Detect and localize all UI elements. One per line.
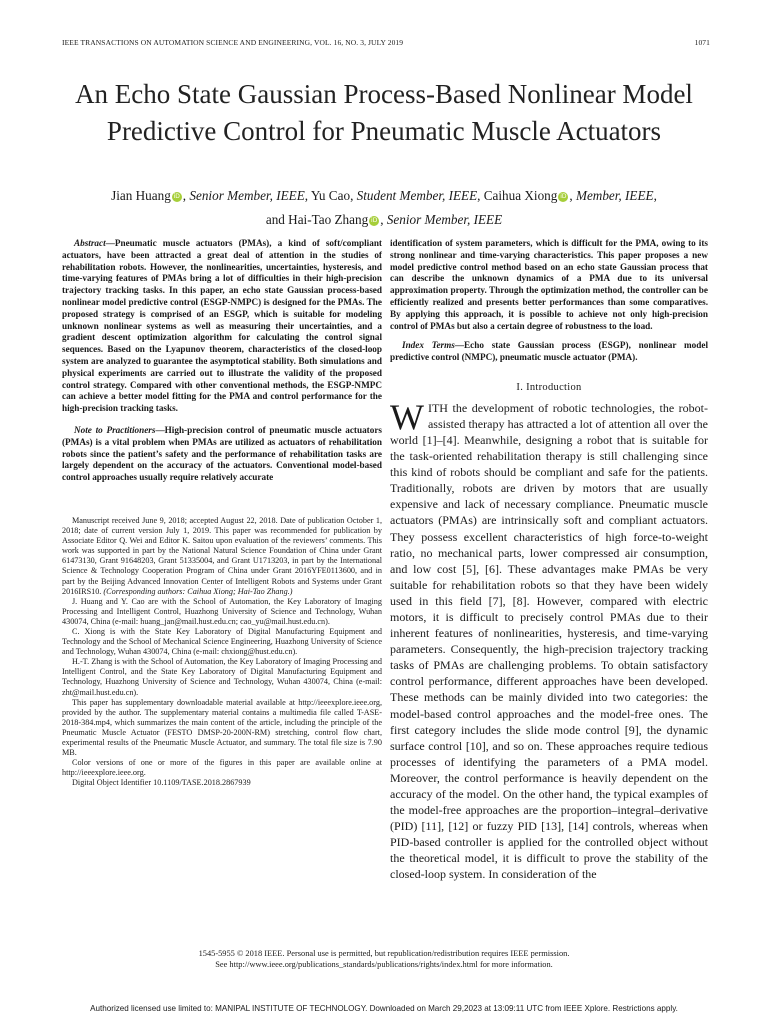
abstract: Abstract—Pneumatic muscle actuators (PMAs), a kind of soft/compliant actuators, have been attracted a great deal of attention in the studies of rehabilitation robots. However, the nonlinearities, uncertainties, hysteresis, and time-varying features of PMAs bring a lot of difficulties in their high-precision trajectory tracking tasks. In this paper, an echo state Gaussian process-based nonlinear model predictive control (ESGP-NMPC) is designed for the PMAs. The proposed strategy is comprised of an ESGP, which is suitable for modeling unknown nonlinear systems as well as measuring their uncertainties, and a gradient descent optimization algorithm for calculating the control signal sequences. Based on the Lyapunov theorem, characteristics of the closed-loop system are analyzed to guarantee the asymptotical stability. Both simulations and physical experiments are carried out to illustrate the validity of the proposed control strategy. Compared with other conventional methods, the ESGP-NMPC can achieve a better model fitting for the PMA and control performance for the high-precision tracking tasks.	[62, 238, 382, 414]
footnote-affiliation: H.-T. Zhang is with the School of Automation, the Key Laboratory of Imaging Processing and Intelligent Control, and the State Key Laboratory of Digital Manufacturing Equipment and Technology, Huazhong University of Science and Technology, Wuhan 430074, China (e-mail: zht@mail.hust.edu.cn).	[62, 657, 382, 697]
abstract-text: Pneumatic muscle actuators (PMAs), a kind of soft/compliant actuators, have been attracted a great deal of attention in the studies of rehabilitation robots. However, the nonlinearities, uncertainties, hysteresis, and time-varying features of PMAs bring a lot of difficulties in their high-precision trajectory tracking tasks. In this paper, an echo state Gaussian process-based nonlinear model predictive control (ESGP-NMPC) is designed for the PMAs. The proposed strategy is comprised of an ESGP, which is suitable for modeling unknown nonlinear systems as well as measuring their uncertainties, and a gradient descent optimization algorithm for calculating the control signal sequences. Based on the Lyapunov theorem, characteristics of the closed-loop system are analyzed to guarantee the asymptotical stability. Both simulations and physical experiments are carried out to illustrate the validity of the proposed control strategy. Compared with other conventional methods, the ESGP-NMPC can achieve a better model fitting for the PMA and control performance for the high-precision tracking tasks.	[62, 238, 382, 414]
authorized-use-notice: Authorized licensed use limited to: MANIPAL INSTITUTE OF TECHNOLOGY. Downloaded on March 29,2023 at 13:09:11 UTC from IEEE Xplore. Restrictions apply.	[90, 1004, 678, 1013]
note-to-practitioners: Note to Practitioners—High-precision control of pneumatic muscle actuators (PMAs) is a vital problem when PMAs are utilized as actuators of rehabilitation robots since the patient’s safety and the performance of rehabilitation tasks are largely dependent on the accuracy of the actuators. Conventional model-based control approaches usually require relatively accurate	[62, 424, 382, 483]
right-column	[390, 238, 708, 883]
journal-header: IEEE TRANSACTIONS ON AUTOMATION SCIENCE AND ENGINEERING, VOL. 16, NO. 3, JULY 2019	[62, 38, 404, 47]
orcid-icon[interactable]: iD	[371, 217, 378, 224]
page-number: 1071	[694, 38, 710, 47]
author-name: and Hai-Tao Zhang	[265, 212, 369, 227]
footnote-color: Color versions of one or more of the figures in this paper are available online at http://ieeexplore.ieee.org.	[62, 758, 382, 778]
index-terms-label: Index Terms	[402, 340, 455, 351]
footnote-affiliation: C. Xiong is with the State Key Laboratory of Digital Manufacturing Equipment and Technology and the School of Mechanical Science Engineering, Huazhong University of Science and Technology, Wuhan 430074, China (e-mail: chxiong@hust.edu.cn).	[62, 626, 382, 657]
author-name: Yu Cao	[310, 188, 351, 203]
copyright-notice	[60, 948, 708, 970]
drop-cap: W	[390, 396, 424, 437]
first-word-rest: ITH	[427, 400, 448, 415]
paper-title: An Echo State Gaussian Process-Based Nonlinear Model Predictive Control for Pneumatic Muscle Actuators	[75, 79, 693, 146]
footnotes	[62, 516, 382, 789]
footnote-supplementary: This paper has supplementary downloadable material available at http://ieeexplore.ieee.org, provided by the author. The supplementary material contains a multimedia file called T-ASE-2018-384.mp4, which summarizes the main content of the article, including the principle of the Pneumatic Muscle Actuator (FESTO DMSP-20-200N-RM) stretching, control flow chart, experimental results of the Pneumatic Muscle Actuator, and summary. The total file size is 7.90 MB.	[62, 697, 382, 758]
orcid-icon[interactable]: iD	[173, 193, 180, 200]
copyright-line: 1545-5955 © 2018 IEEE. Personal use is permitted, but republication/redistribution requires IEEE permission.	[198, 949, 570, 958]
index-terms-text: Echo state Gaussian process (ESGP), nonlinear model predictive control (NMPC), pneumatic muscle actuator (PMA).	[390, 340, 708, 363]
author-role: Senior Member, IEEE	[189, 188, 305, 203]
abstract-continuation: identification of system parameters, which is difficult for the PMA, owing to its strong nonlinear and time-varying characteristics. This paper proposes a new model predictive control method based on an echo state Gaussian process that can describe the unknown dynamics of a PMA due to its universal approximation property. Through the optimization method, the controller can be efficiently realized and presents better performances than some comparatives. By applying this approach, it is possible to achieve not only high-precision control of PMAs but also a certain degree of robustness to the load.	[390, 238, 708, 331]
running-header	[62, 38, 710, 50]
section-heading: I. Introduction	[516, 381, 582, 393]
author-list: Jian Huang iD , Senior Member, IEEE, Yu Cao, Student Member, IEEE, Caihua Xiong iD , Member, IEEE, and Hai-Tao Zhang iD , Senior Member, IEEE	[111, 188, 657, 227]
footnote-manuscript: Manuscript received June 9, 2018; accepted August 22, 2018. Date of publication October 1, 2018; date of current version July 1, 2019. This paper was recommended for publication by Associate Editor Q. Wei and Editor K. Saitou upon evaluation of the reviewers’ comments. This work was supported in part by the National Natural Science Foundation of China under Grant 61473130, Grant 91648203, Grant 51335004, and Grant U1713203, in part by the International Science & Technology Cooperation Program of China under Grant 2016YFE0113600, and in part by the Beijing Advanced Innovation Center of Intelligent Robots and Systems under Grant 2016IRS10.	[62, 515, 382, 596]
introduction-body: the development of robotic technologies, the robot-assisted therapy has attracted a lot of attention all over the world [1]–[4]. Meanwhile, designing a robot that is suitable for the task-oriented rehabilitation therapy is still challenging since this kind of robots should be compliant and safe for the patients. Traditionally, robots are driven by motors that are usually expensive and lack of necessary compliance. Pneumatic muscle actuators (PMAs) are intrinsically soft and compliant actuators. They possess excellent characteristics of high force-to-weight ratio, no mechanical parts, lower compressed air consumption, and low cost [5], [6]. These advantages make PMAs be very suitable for rehabilitation robots so that they have been widely used in this field [7], [8]. However, compared with electric motors, it is difficult to precisely control PMAs due to their inherent features of nonlinearities, hysteresis, and time-varying parameters. Consequently, the high-precision trajectory tracking tasks of PMAs are challenging problems. To obtain satisfactory control performance, different approaches have been developed. These methods can be mainly divided into two categories: the model-based control approaches and the model-free ones. The first category includes the slide mode control [9], the dynamic surface control [10], and so on. These approaches require tedious processes of identifying the parameters of a PMA model. Moreover, the control performance is heavily dependent on the accuracy of the model. On the other hand, the typical examples of the model-free approaches are the proportion–integral–derivative (PID) [11], [12] or fuzzy PID [13], [14] controls, whereas when PID-based controller is applied for the controlled object without the theoretical model, it is difficult to prove the stability of the closed-loop system. In consideration of the	[390, 400, 709, 882]
author-name: Caihua Xiong	[483, 188, 558, 203]
orcid-icon[interactable]: iD	[560, 193, 567, 200]
author-role: Senior Member, IEEE	[386, 212, 503, 227]
footnote-affiliation: J. Huang and Y. Cao are with the School of Automation, the Key Laboratory of Imaging Processing and Intelligent Control, Huazhong University of Science and Technology, Wuhan 430074, China (e-mail: huang_jan@mail.hust.edu.cn; cao_yu@mail.hust.edu.cn).	[62, 596, 382, 626]
ntp-text: High-precision control of pneumatic muscle actuators (PMAs) is a vital problem when PMAs are utilized as actuators of rehabilitation robots since the patient’s safety and the performance of rehabilitation tasks are largely dependent on the accuracy of the actuators. Conventional model-based control approaches usually require relatively accurate	[62, 424, 382, 483]
abstract-label: Abstract	[74, 238, 106, 248]
introduction-text	[390, 396, 709, 883]
rights-link-line: See http://www.ieee.org/publications_standards/publications/rights/index.html for more information.	[215, 960, 553, 969]
author-role: Member, IEEE	[575, 188, 654, 203]
ntp-label: Note to Practitioners	[74, 424, 156, 435]
author-name: Jian Huang	[111, 188, 171, 203]
footnote-doi: Digital Object Identifier 10.1109/TASE.2018.2867939	[72, 778, 251, 788]
corresponding-authors: (Corresponding authors: Caihua Xiong; Hai-Tao Zhang.)	[103, 586, 293, 596]
index-terms: Index Terms—Echo state Gaussian process (ESGP), nonlinear model predictive control (NMPC), pneumatic muscle actuator (PMA).	[390, 340, 708, 363]
left-column	[62, 238, 382, 788]
author-role: Student Member, IEEE	[356, 188, 478, 203]
